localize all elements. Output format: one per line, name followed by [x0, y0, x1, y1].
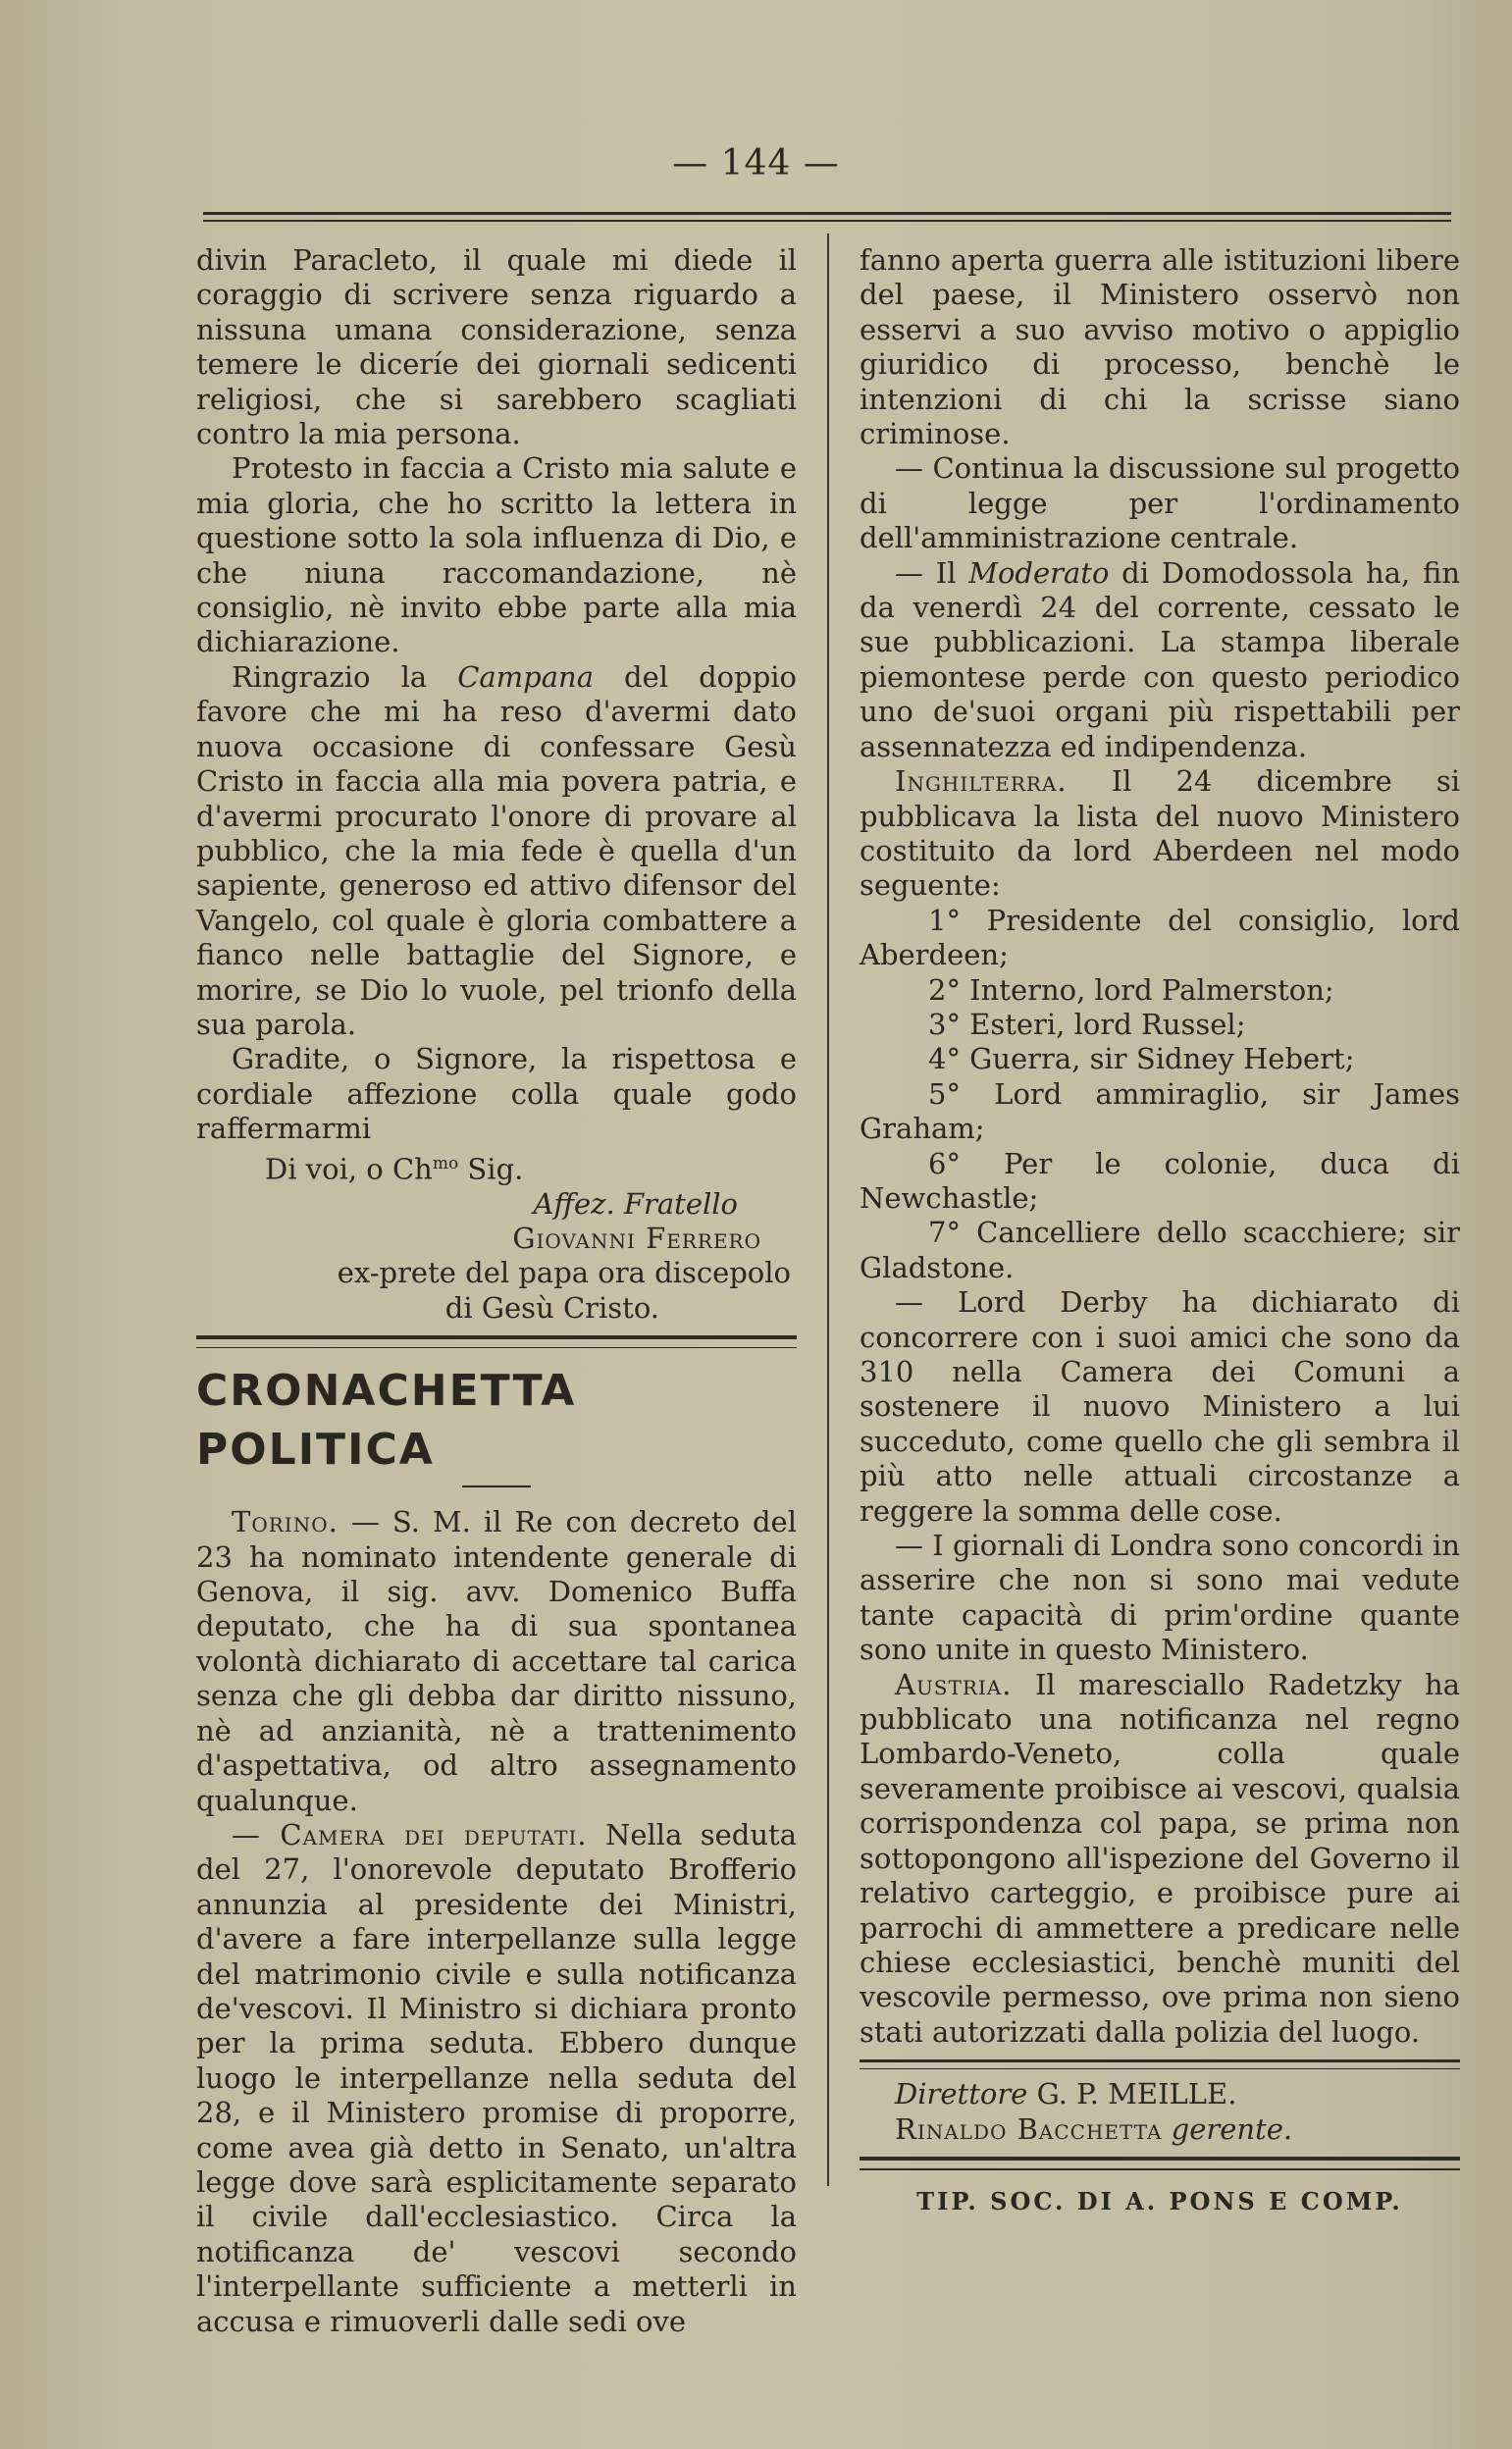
right-column	[860, 243, 1460, 2218]
direttore-line	[860, 2077, 1460, 2111]
news-torino	[196, 1505, 797, 1818]
footer-rule-double	[860, 2157, 1460, 2170]
letter-paragraph-3	[196, 660, 797, 1042]
text-run: Sig.	[458, 1152, 524, 1186]
letter-paragraph-1: divin Paracleto, il quale mi diede il coraggio di scrivere senza riguardo a nissuna umana considerazione, senza temere le diceríe dei giornali sedicenti religiosi, che si sarebbero scagliati contro la mia persona.	[196, 243, 797, 451]
left-column	[196, 243, 797, 2339]
gerente-name: Rinaldo Bacchetta	[895, 2111, 1163, 2146]
newspaper-title-moderato: Moderato	[968, 555, 1110, 590]
news-inghilterra	[860, 764, 1460, 904]
ministry-item: 5° Lord ammiraglio, sir James Graham;	[860, 1076, 1460, 1146]
text-run: — Il	[895, 555, 969, 590]
text-run: di Domodossola ha, fin da venerdì 24 del corrente, cessato le sue pubblicazioni. La stampa liberale piemontese perde con questo periodico uno de'suoi organi più rispettabili per assennatezza ed indipendenza.	[860, 555, 1460, 763]
ministry-item: 1° Presidente del consiglio, lord Aberdeen;	[860, 903, 1460, 972]
direttore-label: Direttore	[895, 2077, 1028, 2111]
news-head-camera: — Camera dei deputati.	[232, 1817, 588, 1851]
text-run: Ringrazio la	[232, 659, 458, 694]
news-head-torino: Torino.	[232, 1505, 339, 1539]
salutation	[196, 1147, 797, 1187]
footer-rule	[860, 2059, 1460, 2069]
direttore-name: G. P. MEILLE.	[1036, 2077, 1237, 2111]
news-head-austria: Austria.	[895, 1667, 1013, 1701]
gerente-label: gerente.	[1171, 2111, 1293, 2146]
signature-affez: Affez. Fratello	[533, 1186, 738, 1221]
letter-paragraph-4: Gradite, o Signore, la rispettosa e cordiale affezione colla quale godo raffermarmi	[196, 1042, 797, 1146]
news-legge: — Continua la discussione sul progetto di legge per l'ordinamento dell'amministrazione centrale.	[860, 451, 1460, 555]
column-divider	[827, 234, 829, 2186]
text-run: Il maresciallo Radetzky ha pubblicato una notificanza nel regno Lombardo-Veneto, colla quale severamente proibisce ai vescovi, qualsia corrispondenza col papa, se prima non sottopongono all'ispezione del Governo il relativo carteggio, e proibisce pure ai parrochi di ammettere a predicare nelle chiese ecclesiastici, benchè muniti del vescovile permesso, ove prima non sieno stati autorizzati dalla polizia del luogo.	[860, 1667, 1460, 2049]
text-run: Di voi, o Ch	[265, 1152, 433, 1186]
text-run: — S. M. il Re con decreto del 23 ha nominato intendente generale di Genova, il sig. avv. Domenico Buffa deputato, che ha di sua spontanea volontà dichiarato di accettare tal carica senza che gli debba dar diritto nissuno, nè ad anzianità, nè a trattenimento d'aspettativa, od altro assegnamento qualunque.	[196, 1505, 797, 1817]
signature-role-2: di Gesù Cristo.	[444, 1290, 659, 1325]
ministry-item: 2° Interno, lord Palmerston;	[928, 972, 1334, 1007]
signature-name: Giovanni Ferrero	[512, 1222, 761, 1256]
superscript: mo	[432, 1153, 459, 1173]
text-run: Nella seduta del 27, l'onorevole deputato Brofferio annunzia al presidente dei Ministri, d'avere a fare interpellanze sulla legge del matrimonio civile e sulla notificanza de'vescovi. Il Ministro si dichiara pronto per la prima seduta. Ebbero dunque luogo le interpellanze nella seduta del 28, e il Ministero promise di proporre, come avea già detto in Senato, un'altra legge dove sarà esplicitamente separato il civile dall'ecclesiastico. Circa la notificanza de' vescovi secondo l'interpellante sufficiente a metterli in accusa e rimuoverli dalle sedi ove	[196, 1817, 797, 2338]
ministry-item: 7° Cancelliere dello scacchiere; sir Gladstone.	[860, 1216, 1460, 1284]
gerente-line	[860, 2112, 1460, 2147]
ministry-list	[860, 904, 1460, 1285]
page-number: — 144 —	[672, 143, 840, 183]
signature-role-1: ex-prete del papa ora discepolo	[337, 1256, 791, 1290]
text-run: Il 24 dicembre si pubblicava la lista del nuovo Ministero costituito da lord Aberdeen nel modo seguente:	[860, 764, 1460, 903]
news-derby: — Lord Derby ha dichiarato di concorrere con i suoi amici che sono da 310 nella Camera dei Comuni a sostenere il nuovo Ministero a lui succeduto, come quello che gli sembra il più atto nelle attuali circostanze a reggere la somma delle cose.	[860, 1285, 1460, 1528]
section-rule	[196, 1335, 797, 1348]
news-moderato	[860, 556, 1460, 764]
short-rule	[462, 1485, 531, 1487]
news-camera	[196, 1818, 797, 2339]
newspaper-title-campana: Campana	[457, 659, 594, 694]
news-continued: fanno aperta guerra alle istituzioni libere del paese, il Ministero osservò non esservi a suo avviso motivo o appiglio giuridico di processo, benchè le intenzioni di chi la scrisse siano criminose.	[860, 243, 1460, 451]
news-head-inghilterra: Inghilterra.	[895, 764, 1068, 799]
section-title: CRONACHETTA POLITICA	[196, 1366, 577, 1476]
text-run: del doppio favore che mi ha reso d'avermi dato nuova occasione di confessare Gesù Cristo in faccia alla mia povera patria, e d'avermi procurato l'onore di provare al pubblico, che la mia fede è quella d'un sapiente, generoso ed attivo difensor del Vangelo, col quale è gloria combattere a fianco nelle battaglie del Signore, e morire, se Dio lo vuole, pel trionfo della sua parola.	[196, 659, 797, 1041]
ministry-item: 6° Per le colonie, duca di Newchastle;	[860, 1146, 1460, 1215]
news-londra: — I giornali di Londra sono concordi in asserire che non si sono mai vedute tante capacità di prim'ordine quante sono unite in questo Ministero.	[860, 1529, 1460, 1667]
letter-paragraph-2: Protesto in faccia a Cristo mia salute e mia gloria, che ho scritto la lettera in questione sotto la sola influenza di Dio, e che niuna raccomandazione, nè consiglio, nè invito ebbe parte alla mia dichiarazione.	[196, 451, 797, 659]
ministry-item: 3° Esteri, lord Russel;	[928, 1007, 1246, 1041]
news-austria	[860, 1668, 1460, 2050]
ministry-item: 4° Guerra, sir Sidney Hebert;	[928, 1042, 1355, 1076]
printer-imprint: TIP. SOC. DI A. PONS E COMP.	[916, 2186, 1403, 2215]
header-rule	[203, 212, 1451, 222]
